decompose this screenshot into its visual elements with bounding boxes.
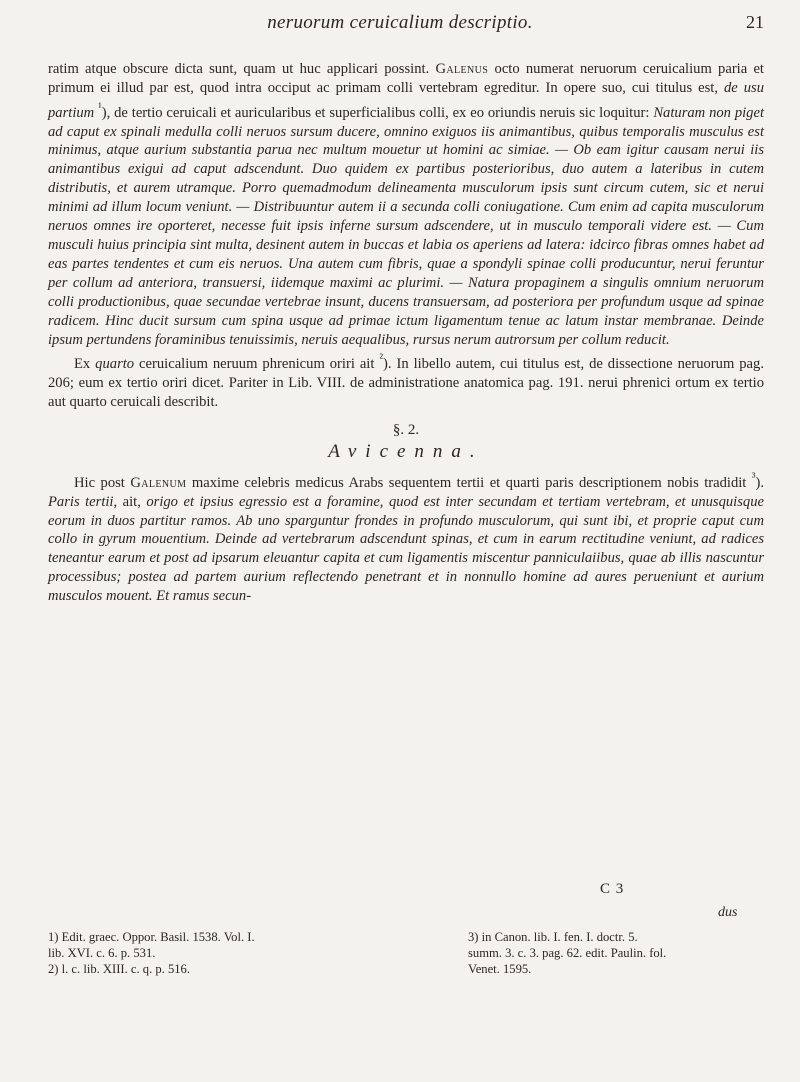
- emphasis: quarto: [95, 356, 135, 373]
- text-run: Hic post: [74, 474, 125, 491]
- block-quote: origo et ipsius egressio est a foramine, quod est inter secundam et tertiam vertebram, et unusquisque eorum in duos partitur ramos. Ab uno sparguntur frondes in profundo musculorum, qui sunt ibi, et proprie caput cum collo in gyrum mouentium. Deinde ad vertebrarum adscendunt spinas, et cum in earum rectitudine veniunt, ad radices teneantur earum et post ad ipsarum eleuantur capita et cum ligamentis miscentur panniculaiibus, quae ab illis nascuntur processibus; postea ad partem aurium reflectendo penetrant et in nonnullo homine ad aures perueniunt et aurium musculos mouent. Et ramus secun-: [48, 493, 764, 605]
- section-number: §. 2.: [392, 422, 420, 439]
- page-number: 21: [746, 12, 764, 32]
- paragraph-avicenna: [48, 468, 764, 606]
- signature-mark: C 3: [600, 881, 625, 897]
- text-run: maxime celebris medicus Arabs sequentem tertii et quarti paris descriptionem nobis tradidit: [191, 474, 747, 491]
- text-run: , ait,: [113, 493, 147, 510]
- text-run: ).: [755, 474, 764, 491]
- catchword: dus: [718, 905, 738, 920]
- footnote-line: 1) Edit. graec. Oppor. Basil. 1538. Vol. I.: [48, 930, 255, 944]
- text-run: ), de tertio ceruicali et auricularibus et superficialibus colli, ex eo oriundis neruis sic loquitur:: [101, 104, 650, 121]
- quote-lead: Paris tertii: [48, 493, 114, 510]
- author-name: Galenus: [435, 61, 489, 77]
- running-title: neruorum ceruicalium descriptio.: [267, 12, 533, 33]
- section-title: Avicenna.: [328, 440, 484, 462]
- footnotes-right: [468, 930, 764, 977]
- text-run: octo numerat neruorum ceruicalium paria et primum ei illud par est, quod intra occiput ac primam colli vertebram egreditur. In opere suo, cui titulus est,: [48, 61, 764, 96]
- paragraph-galenus: [48, 60, 764, 349]
- paragraph-phrenicus: [48, 349, 764, 412]
- footnotes-left: [48, 930, 398, 977]
- work-title: de usu partium: [48, 79, 764, 121]
- footnote-line: summ. 3. c. 3. pag. 62. edit. Paulin. fol.: [468, 945, 667, 960]
- footnote-line: lib. XVI. c. 6. p. 531.: [48, 945, 156, 960]
- text-run: ceruicalium neruum phrenicum oriri ait: [139, 356, 375, 373]
- footnote-line: 2) l. c. lib. XIII. c. q. p. 516.: [48, 961, 190, 976]
- main-text: [48, 60, 764, 606]
- footnote-ref: ¹: [98, 99, 102, 114]
- author-name: Galenum: [130, 474, 187, 491]
- footnote-line: 3) in Canon. lib. I. fen. I. doctr. 5.: [468, 930, 638, 944]
- footnote-line: Venet. 1595.: [468, 961, 532, 976]
- text-run: ratim atque obscure dicta sunt, quam ut huc applicari possint.: [48, 61, 430, 77]
- block-quote: Naturam non piget ad caput ex spinali medulla colli neruos sursum ducere, omnino exiguos iis animantibus, quibus temporalis musculus est minimus, atque aurium substantia parua nec multum mouetur ut homini ac simiae. — Ob eam igitur causam nerui iis animantibus exigui ad caput adscendunt. Duo quidem ex partibus posterioribus, duo autem a lateribus in cutem distributis, et aurem utramque. Porro quemadmodum delineamenta musculorum ipsis sunt circum cutem, sic et nerui minimi ad illum locum veniunt. — Distribuuntur autem ii a secunda colli coniugatione. Cum enim ad capita musculorum neruos omnes ire oporteret, necesse fuit ipsis inferne sursum adscendere, ut in musculo temporali videre est. — Cum musculi huius principia sint multa, desinent autem in buccas et labia os aperiens ad latera: idcirco fibras omnes habet ad eas partes tendentes et cum eis neruos. Una autem cum fibris, quae a spondyli spinae colli producuntur, nerui feruntur per collum ad anteriora, transuersi, iidemque maximi ac plurimi. — Natura propaginem a singulis omnium neruorum colli productionibus, quae secundae vertebrae insunt, ducens transuersam, ad posteriora per profundum usque ad spinae radicem. Hinc ducit sursum cum spina usque ad primae ictum ligamentum tenue ac latum instar membranae. Deinde ipsum pertundens foraminibus tenuissimis, neruis aequalibus, rursus nerum autrorsum per collum reducit.: [48, 104, 765, 348]
- text-run: Ex: [74, 356, 91, 373]
- footnote-ref: ²: [379, 351, 384, 366]
- footnote-ref: ³: [751, 469, 756, 484]
- running-head: [0, 10, 800, 40]
- text-run: ). In libello autem, cui titulus est, de dissectione neruorum pag. 206; eum ex tertio oriri dicet. Pariter in Lib. VIII. de administratione anatomica pag. 191. nerui phrenici ortum ex tertio aut quarto ceruicali describit.: [48, 356, 764, 411]
